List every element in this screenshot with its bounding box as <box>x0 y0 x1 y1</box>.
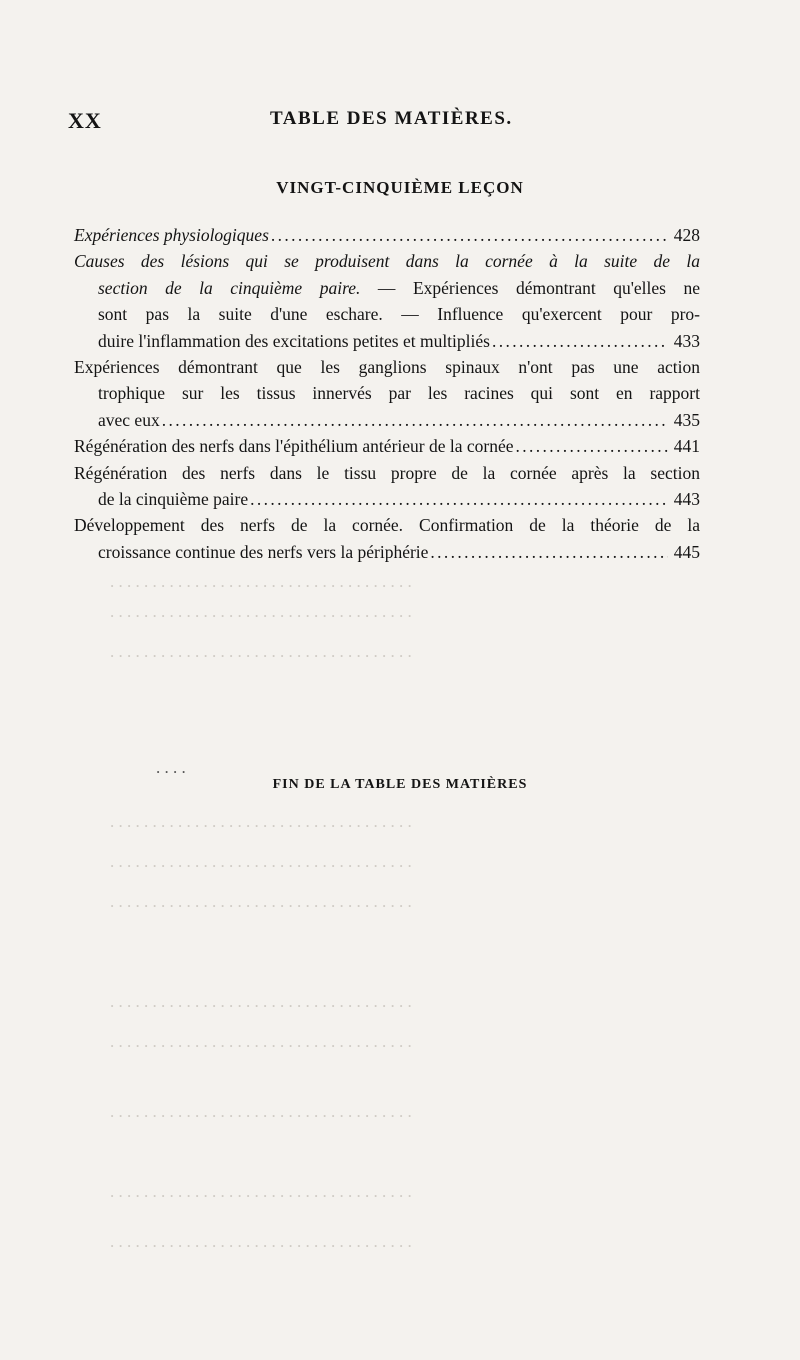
toc-page-number: 443 <box>673 489 700 510</box>
toc-entry-text: sont pas la suite d'une eschare. — Influence qu'exercent pour pro- <box>98 304 700 325</box>
end-of-table-notice: FIN DE LA TABLE DES MATIÈRES <box>272 777 528 792</box>
page-folio: XX <box>68 108 102 133</box>
toc-page-number: 428 <box>673 225 700 245</box>
stray-ink-dots: . . . . <box>156 758 186 777</box>
running-title: TABLE DES MATIÈRES. <box>270 108 513 129</box>
toc-entry-text: Régénération des nerfs dans l'épithélium antérieur de la cornée <box>74 436 514 457</box>
toc-entry-3 <box>74 354 700 433</box>
toc-entry-text: de la cinquième paire <box>98 489 249 510</box>
table-of-contents <box>74 222 700 565</box>
toc-entry-text: Expériences démontrant que les ganglions spinaux n'ont pas une action <box>74 357 700 378</box>
dot-leader <box>430 539 667 565</box>
toc-entry-text: trophique sur les tissus innervés par les racines qui sont en rapport <box>98 383 700 404</box>
toc-entry-text: Développement des nerfs de la cornée. Confirmation de la théorie de la <box>74 515 700 536</box>
toc-entry-text: duire l'inflammation des excitations petites et multipliés <box>98 330 490 351</box>
toc-page-number: 441 <box>673 436 700 457</box>
toc-entry-6 <box>74 512 700 565</box>
dot-leader <box>492 328 668 354</box>
toc-entry-4 <box>74 433 700 459</box>
toc-entry-2 <box>74 248 700 354</box>
toc-entry-text: croissance continue des nerfs vers la périphérie <box>98 541 429 562</box>
toc-entry-text: — Expériences démontrant qu'elles ne <box>360 277 701 298</box>
toc-entry-text: avec eux <box>98 409 160 430</box>
toc-entry-text: Expériences physiologiques <box>74 225 269 245</box>
toc-entry-text: Causes des lésions qui se produisent dans la cornée à la suite de la <box>74 251 700 272</box>
lecon-title: VINGT-CINQUIÈME LEÇON <box>276 178 524 197</box>
dot-leader <box>516 433 668 459</box>
toc-entry-text-line <box>74 275 700 301</box>
dot-leader <box>271 222 668 248</box>
toc-entry-5 <box>74 460 700 513</box>
toc-entry-1 <box>74 222 700 248</box>
toc-entry-text: section de la cinquième paire. <box>98 277 361 298</box>
bleed-through-background: . . . . . . . . . . . . . . . . . . . . . . . . . . . . . . . . . . . . . . . . . . . . . . . . . . . . . . . . . . . . . . . . . . . . . . . . . . . . . . . . . . . . . . . . . . . . . . . . . . . . . . . . . . . . . . . . . . . . . . . . . . . . . . . . . . . . . . . . . . . . . . . . . . . . . . . . . . . . . . . . . . . . . . . . . . . . . . . . . . . . . . . . . . . . . . . . . . . . . . . . . . . . . . . . . . . . . . . . . . . . . . . . . . . . . . . . . . . . . . . . . . . . . . . . . . . . . . . . . . . . . . . . . . . . . . . . . . . . . . . . . . . . . . . . . . . . . . . . . . . . . . . . . . . . . . . . . . . . . . . . . . . . . . . . . . . . . . . . . . . . . . . . . . . . . . . . . . . . . . . . . . . . . . . . . . . . . . . . . . . . . . . . . . . . . . . . . . . . <box>110 581 412 1260</box>
dot-leader <box>250 486 668 512</box>
toc-page-number: 435 <box>673 409 700 430</box>
toc-page-number: 433 <box>673 330 700 351</box>
toc-page-number: 445 <box>673 541 700 562</box>
dot-leader <box>162 407 668 433</box>
toc-entry-text: Régénération des nerfs dans le tissu propre de la cornée après la section <box>74 462 700 483</box>
